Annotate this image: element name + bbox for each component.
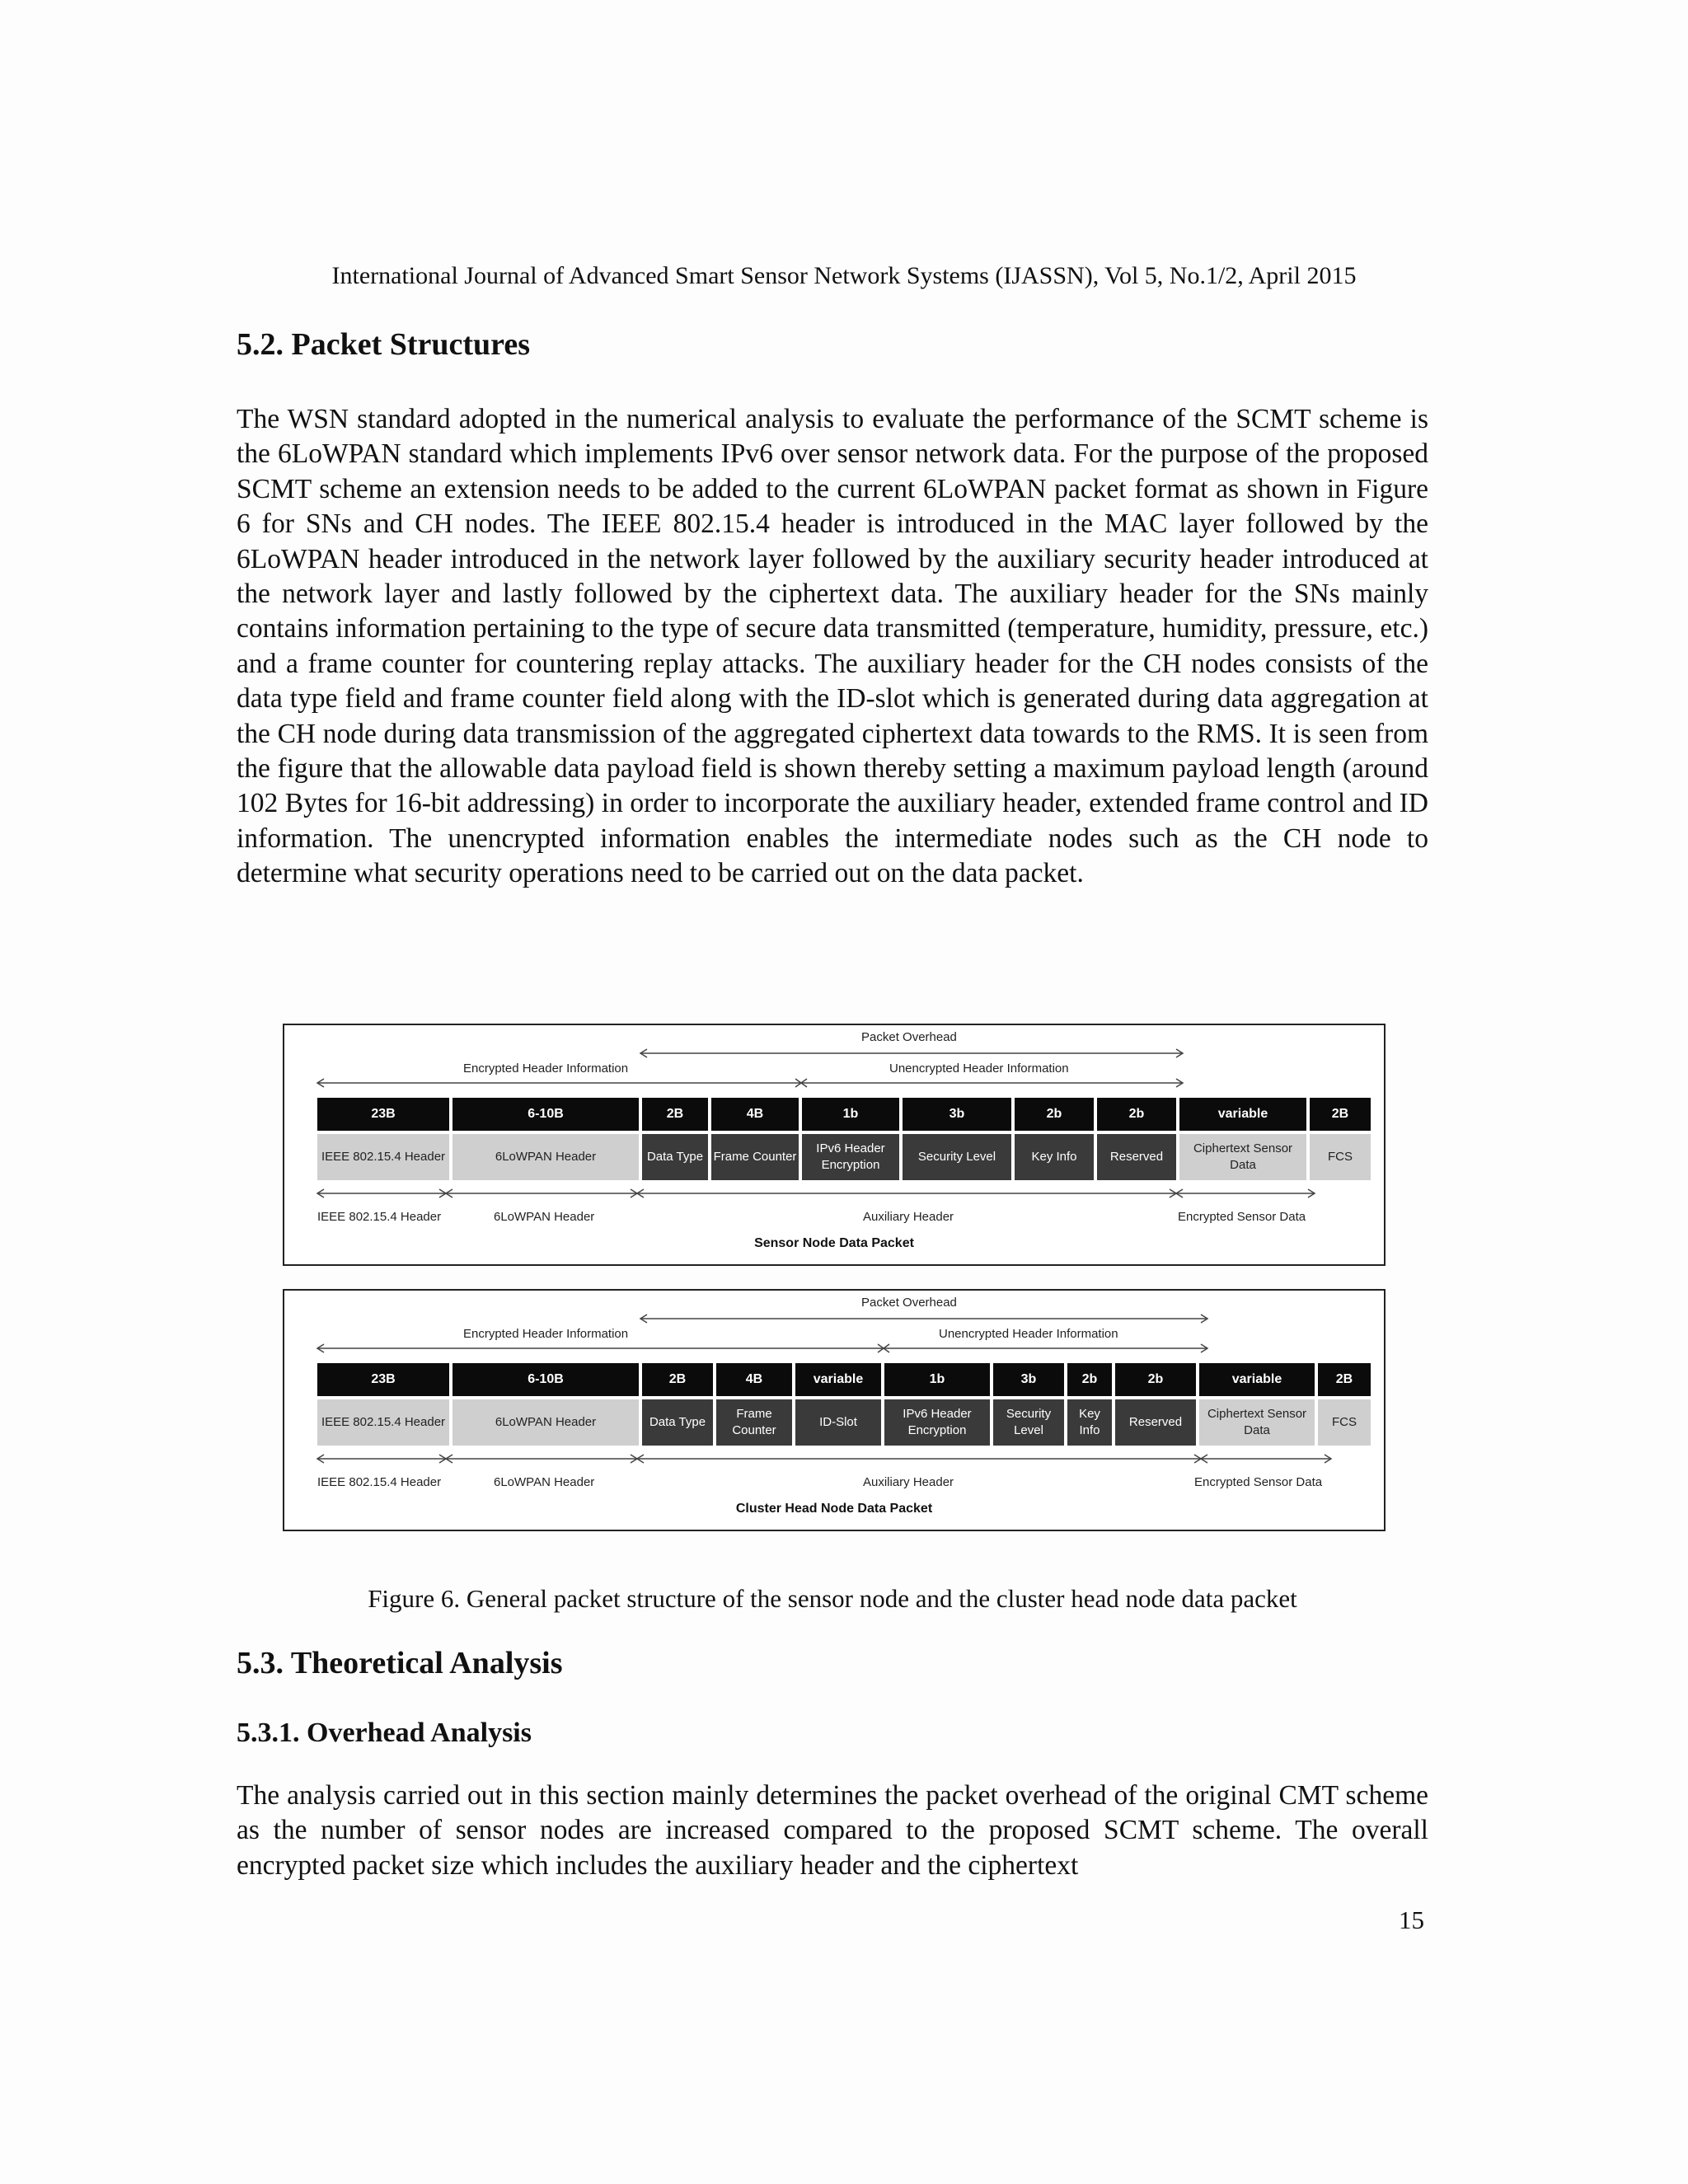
- field-cell: Data Type: [642, 1134, 708, 1180]
- page-number: 15: [1399, 1905, 1424, 1934]
- field-cell: IEEE 802.15.4 Header: [317, 1134, 449, 1180]
- bottom-label: Encrypted Sensor Data: [1194, 1475, 1323, 1489]
- figure-title: Sensor Node Data Packet: [754, 1236, 914, 1250]
- field-cell: Ciphertext Sensor Data: [1199, 1399, 1315, 1446]
- field-cell: FCS: [1318, 1399, 1371, 1446]
- field-cell: Ciphertext Sensor Data: [1179, 1134, 1306, 1180]
- field-cell: Frame Counter: [711, 1134, 799, 1180]
- size-cell: 4B: [711, 1098, 799, 1131]
- field-cell: Security Level: [903, 1134, 1011, 1180]
- field-cell: 6LoWPAN Header: [452, 1399, 639, 1446]
- packet-overhead-label: Packet Overhead: [861, 1030, 957, 1044]
- field-cell: Key Info: [1015, 1134, 1094, 1180]
- unencrypted-header-info-label: Unencrypted Header Information: [939, 1327, 1118, 1341]
- size-cell: 2b: [1115, 1363, 1196, 1396]
- field-cell: IEEE 802.15.4 Header: [317, 1399, 449, 1446]
- size-cell: 6-10B: [452, 1098, 639, 1131]
- body-paragraph-packet-structures: The WSN standard adopted in the numerical analysis to evaluate the performance of the SCMT scheme is the 6LoWPAN standard which implements IPv6 over sensor network data. For the purpose of the proposed SCMT scheme an extension needs to be added to the current 6LoWPAN packet format as shown in Figure 6 for SNs and CH nodes. The IEEE 802.15.4 header is introduced in the MAC layer followed by the 6LoWPAN header introduced in the network layer followed by the auxiliary security header introduced at the network layer and lastly followed by the ciphertext data. The auxiliary header for the SNs mainly contains information pertaining to the type of secure data transmitted (temperature, humidity, pressure, etc.) and a frame counter for countering replay attacks. The auxiliary header for the CH nodes consists of the data type field and frame counter field along with the ID-slot which is generated during data aggregation at the CH node during data transmission of the aggregated ciphertext data towards to the RMS. It is seen from the figure that the allowable data payload field is shown thereby setting a maximum payload length (around 102 Bytes for 16-bit addressing) in order to incorporate the auxiliary header, extended frame control and ID information. The unencrypted information enables the intermediate nodes such as the CH node to determine what security operations need to be carried out on the data packet.: [237, 404, 1428, 889]
- bottom-label: Encrypted Sensor Data: [1178, 1210, 1306, 1224]
- size-cell: 2b: [1067, 1363, 1112, 1396]
- field-cell: Frame Counter: [716, 1399, 792, 1446]
- size-cell: 2b: [1015, 1098, 1094, 1131]
- field-cell: 6LoWPAN Header: [452, 1134, 639, 1180]
- field-cell: Key Info: [1067, 1399, 1112, 1446]
- sensor-node-packet-figure: [283, 1024, 1386, 1266]
- size-cell: 23B: [317, 1098, 449, 1131]
- size-cell: variable: [1179, 1098, 1306, 1131]
- bottom-label: IEEE 802.15.4 Header: [317, 1210, 442, 1224]
- encrypted-header-info-label: Encrypted Header Information: [463, 1062, 629, 1076]
- field-cell: FCS: [1310, 1134, 1371, 1180]
- size-cell: variable: [1199, 1363, 1315, 1396]
- size-cell: 3b: [903, 1098, 1011, 1131]
- section-heading-packet-structures: 5.2. Packet Structures: [237, 327, 531, 362]
- running-head: International Journal of Advanced Smart Sensor Network Systems (IJASSN), Vol 5, No.1/2, April 2015: [331, 262, 1357, 289]
- field-cell: Security Level: [993, 1399, 1064, 1446]
- size-cell: 2B: [1310, 1098, 1371, 1131]
- bottom-label: Auxiliary Header: [863, 1210, 954, 1224]
- size-cell: variable: [795, 1363, 881, 1396]
- bottom-label: IEEE 802.15.4 Header: [317, 1475, 442, 1489]
- size-cell: 1b: [802, 1098, 899, 1131]
- field-cell: ID-Slot: [795, 1399, 881, 1446]
- figure-caption: Figure 6. General packet structure of the sensor node and the cluster head node data packet: [368, 1584, 1297, 1613]
- size-cell: 2b: [1097, 1098, 1176, 1131]
- field-cell: Reserved: [1115, 1399, 1196, 1446]
- packet-overhead-label: Packet Overhead: [861, 1296, 957, 1310]
- encrypted-header-info-label: Encrypted Header Information: [463, 1327, 629, 1341]
- bottom-label: 6LoWPAN Header: [494, 1210, 595, 1224]
- field-cell: Data Type: [642, 1399, 713, 1446]
- field-cell: IPv6 Header Encryption: [884, 1399, 990, 1446]
- size-cell: 6-10B: [452, 1363, 639, 1396]
- bottom-label: Auxiliary Header: [863, 1475, 954, 1489]
- field-cell: IPv6 Header Encryption: [802, 1134, 899, 1180]
- bottom-label: 6LoWPAN Header: [494, 1475, 595, 1489]
- size-cell: 4B: [716, 1363, 792, 1396]
- size-cell: 23B: [317, 1363, 449, 1396]
- size-cell: 2B: [642, 1363, 713, 1396]
- size-cell: 2B: [1318, 1363, 1371, 1396]
- figure-title: Cluster Head Node Data Packet: [735, 1502, 933, 1516]
- subsection-heading-overhead-analysis: 5.3.1. Overhead Analysis: [237, 1718, 532, 1748]
- size-cell: 1b: [884, 1363, 990, 1396]
- size-cell: 3b: [993, 1363, 1064, 1396]
- cluster-head-packet-figure: [283, 1289, 1386, 1531]
- body-paragraph-overhead-analysis: The analysis carried out in this section mainly determines the packet overhead of the original CMT scheme as the number of sensor nodes are increased compared to the proposed SCMT scheme. The overall encrypted packet size which includes the auxiliary header and the ciphertext: [237, 1780, 1428, 1881]
- field-cell: Reserved: [1097, 1134, 1176, 1180]
- section-heading-theoretical-analysis: 5.3. Theoretical Analysis: [237, 1646, 563, 1680]
- size-cell: 2B: [642, 1098, 708, 1131]
- unencrypted-header-info-label: Unencrypted Header Information: [889, 1062, 1069, 1076]
